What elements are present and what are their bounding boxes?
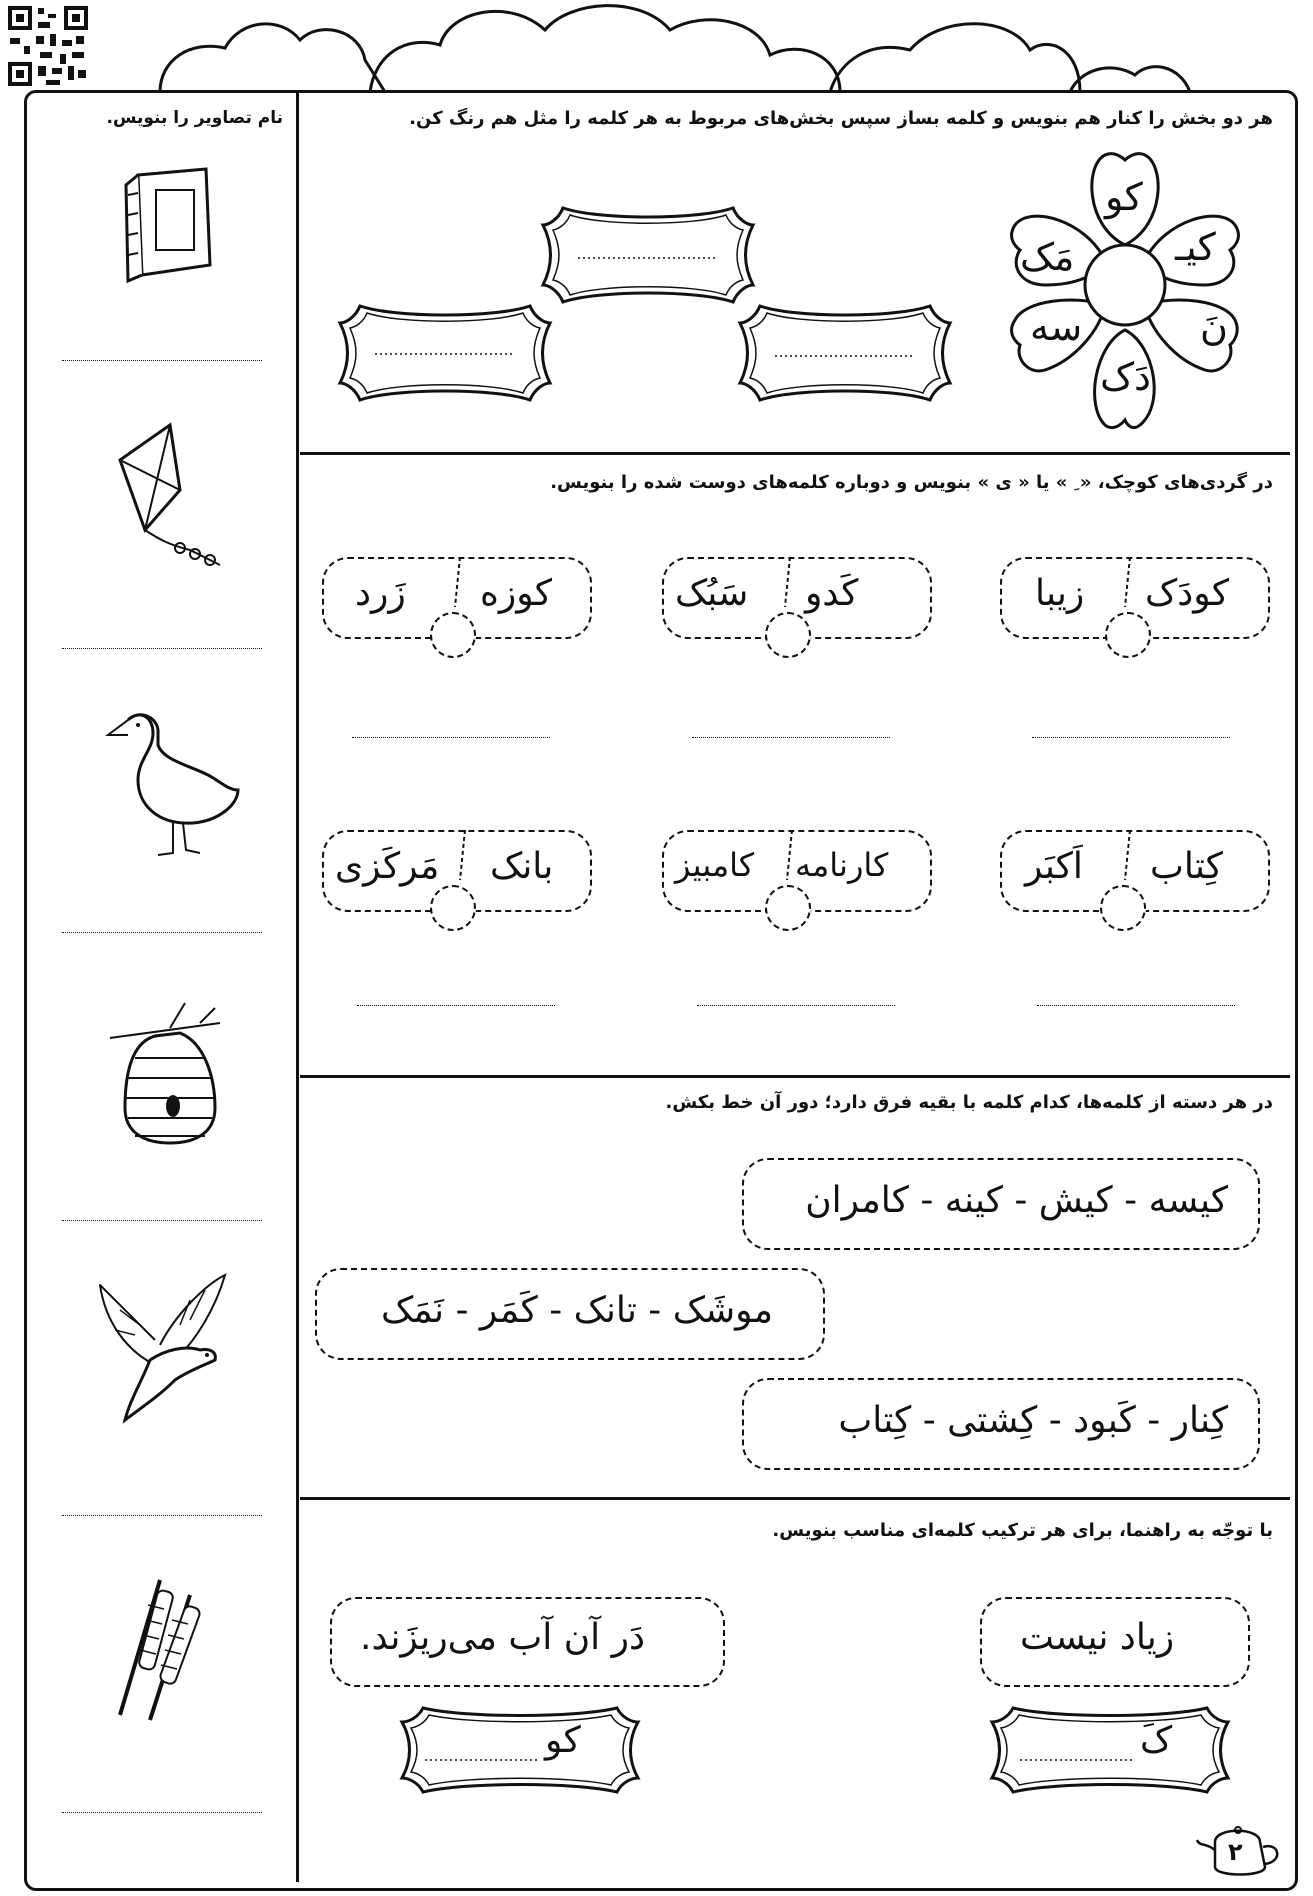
answer-line[interactable] — [1037, 1005, 1235, 1006]
petal-text: سه — [1030, 305, 1083, 349]
blank-circle[interactable] — [765, 885, 811, 931]
prefix-text: کَ — [1140, 1720, 1173, 1761]
pair-right-word: کودَک — [1145, 573, 1229, 614]
section-divider — [300, 1497, 1290, 1500]
answer-line[interactable] — [1032, 737, 1230, 738]
section-divider — [300, 452, 1290, 455]
hint-text: دَر آن آب می‌ریزَند. — [360, 1617, 645, 1658]
section2-instruction: در گردی‌های کوچک، « ِ » یا « ی » بنویس و دوباره کلمه‌های دوست شده را بنویس. — [550, 472, 1273, 493]
hint-text: زیاد نیست — [1020, 1617, 1175, 1658]
page-number: ۲ — [1228, 1838, 1243, 1866]
petal-text: کو — [1105, 175, 1143, 219]
sidebar-title: نام تصاویر را بنویس. — [106, 108, 283, 128]
word-group-text: کیسه - کیش - کینه - کامران — [805, 1180, 1228, 1221]
word-group-text: موشَک - تانک - کَمَر - نَمَک — [381, 1290, 773, 1331]
section-divider — [300, 1075, 1290, 1078]
petal-text: دَک — [1100, 355, 1151, 399]
kebab-icon — [110, 1575, 220, 1725]
pair-right-word: بانک — [490, 846, 554, 887]
answer-line[interactable] — [62, 360, 262, 361]
answer-line[interactable] — [697, 1005, 895, 1006]
pair-left-word: کامبیز — [675, 846, 755, 884]
pair-left-word: زَرد — [355, 573, 406, 614]
pair-right-word: کارنامه — [795, 846, 889, 884]
section3-instruction: در هر دسته از کلمه‌ها، کدام کلمه با بقیه فرق دارد؛ دور آن خط بکش. — [665, 1092, 1273, 1113]
kite-icon — [100, 420, 230, 570]
dashed-separator — [780, 557, 800, 617]
blank-circle[interactable] — [430, 612, 476, 658]
pair-right-word: کَدو — [805, 573, 859, 614]
answer-line[interactable] — [62, 1515, 262, 1516]
cloud-decoration — [150, 0, 1290, 95]
pair-left-word: مَرکَزی — [335, 846, 440, 887]
duck-icon — [98, 705, 248, 865]
blank-circle[interactable] — [430, 885, 476, 931]
blank-circle[interactable] — [1105, 612, 1151, 658]
answer-line[interactable] — [357, 1005, 555, 1006]
pair-right-word: کِتاب — [1150, 846, 1223, 887]
dashed-separator — [1120, 830, 1140, 890]
word-frame[interactable] — [538, 200, 758, 310]
pigeon-icon — [95, 1270, 235, 1430]
word-frame[interactable] — [395, 1700, 645, 1800]
pair-left-word: زیبا — [1035, 573, 1085, 614]
word-frame[interactable] — [335, 298, 555, 408]
book-icon — [118, 165, 218, 285]
dashed-separator — [1120, 557, 1140, 617]
answer-line[interactable] — [62, 932, 262, 933]
dashed-separator — [455, 830, 475, 890]
answer-line[interactable] — [62, 648, 262, 649]
answer-line[interactable] — [62, 1812, 262, 1813]
qr-code — [6, 4, 90, 88]
prefix-text: کو — [545, 1720, 581, 1761]
blank-circle[interactable] — [1100, 885, 1146, 931]
blank-circle[interactable] — [765, 612, 811, 658]
dashed-separator — [450, 557, 470, 617]
answer-line[interactable] — [352, 737, 550, 738]
answer-line[interactable] — [62, 1220, 262, 1221]
beehive-icon — [110, 998, 230, 1148]
word-group-text: کِنار - کَبود - کِشتی - کِتاب — [838, 1400, 1228, 1441]
answer-line[interactable] — [692, 737, 890, 738]
petal-text: نَ — [1200, 305, 1228, 349]
section4-instruction: با توجّه به راهنما، برای هر ترکیب کلمه‌ای مناسب بنویس. — [772, 1520, 1273, 1541]
pair-left-word: سَبُک — [675, 573, 749, 614]
petal-text: کیـ — [1175, 225, 1216, 269]
section1-instruction: هر دو بخش را کنار هم بنویس و کلمه بساز سپس بخش‌های مربوط به هر کلمه را مثل هم رنگ کن. — [409, 108, 1273, 129]
flower — [990, 145, 1260, 445]
pair-left-word: اَکبَر — [1025, 846, 1083, 887]
pair-right-word: کوزه — [480, 573, 552, 614]
dashed-separator — [782, 830, 802, 890]
word-frame[interactable] — [985, 1700, 1235, 1800]
word-frame[interactable] — [735, 298, 955, 408]
petal-text: مَک — [1020, 235, 1075, 279]
